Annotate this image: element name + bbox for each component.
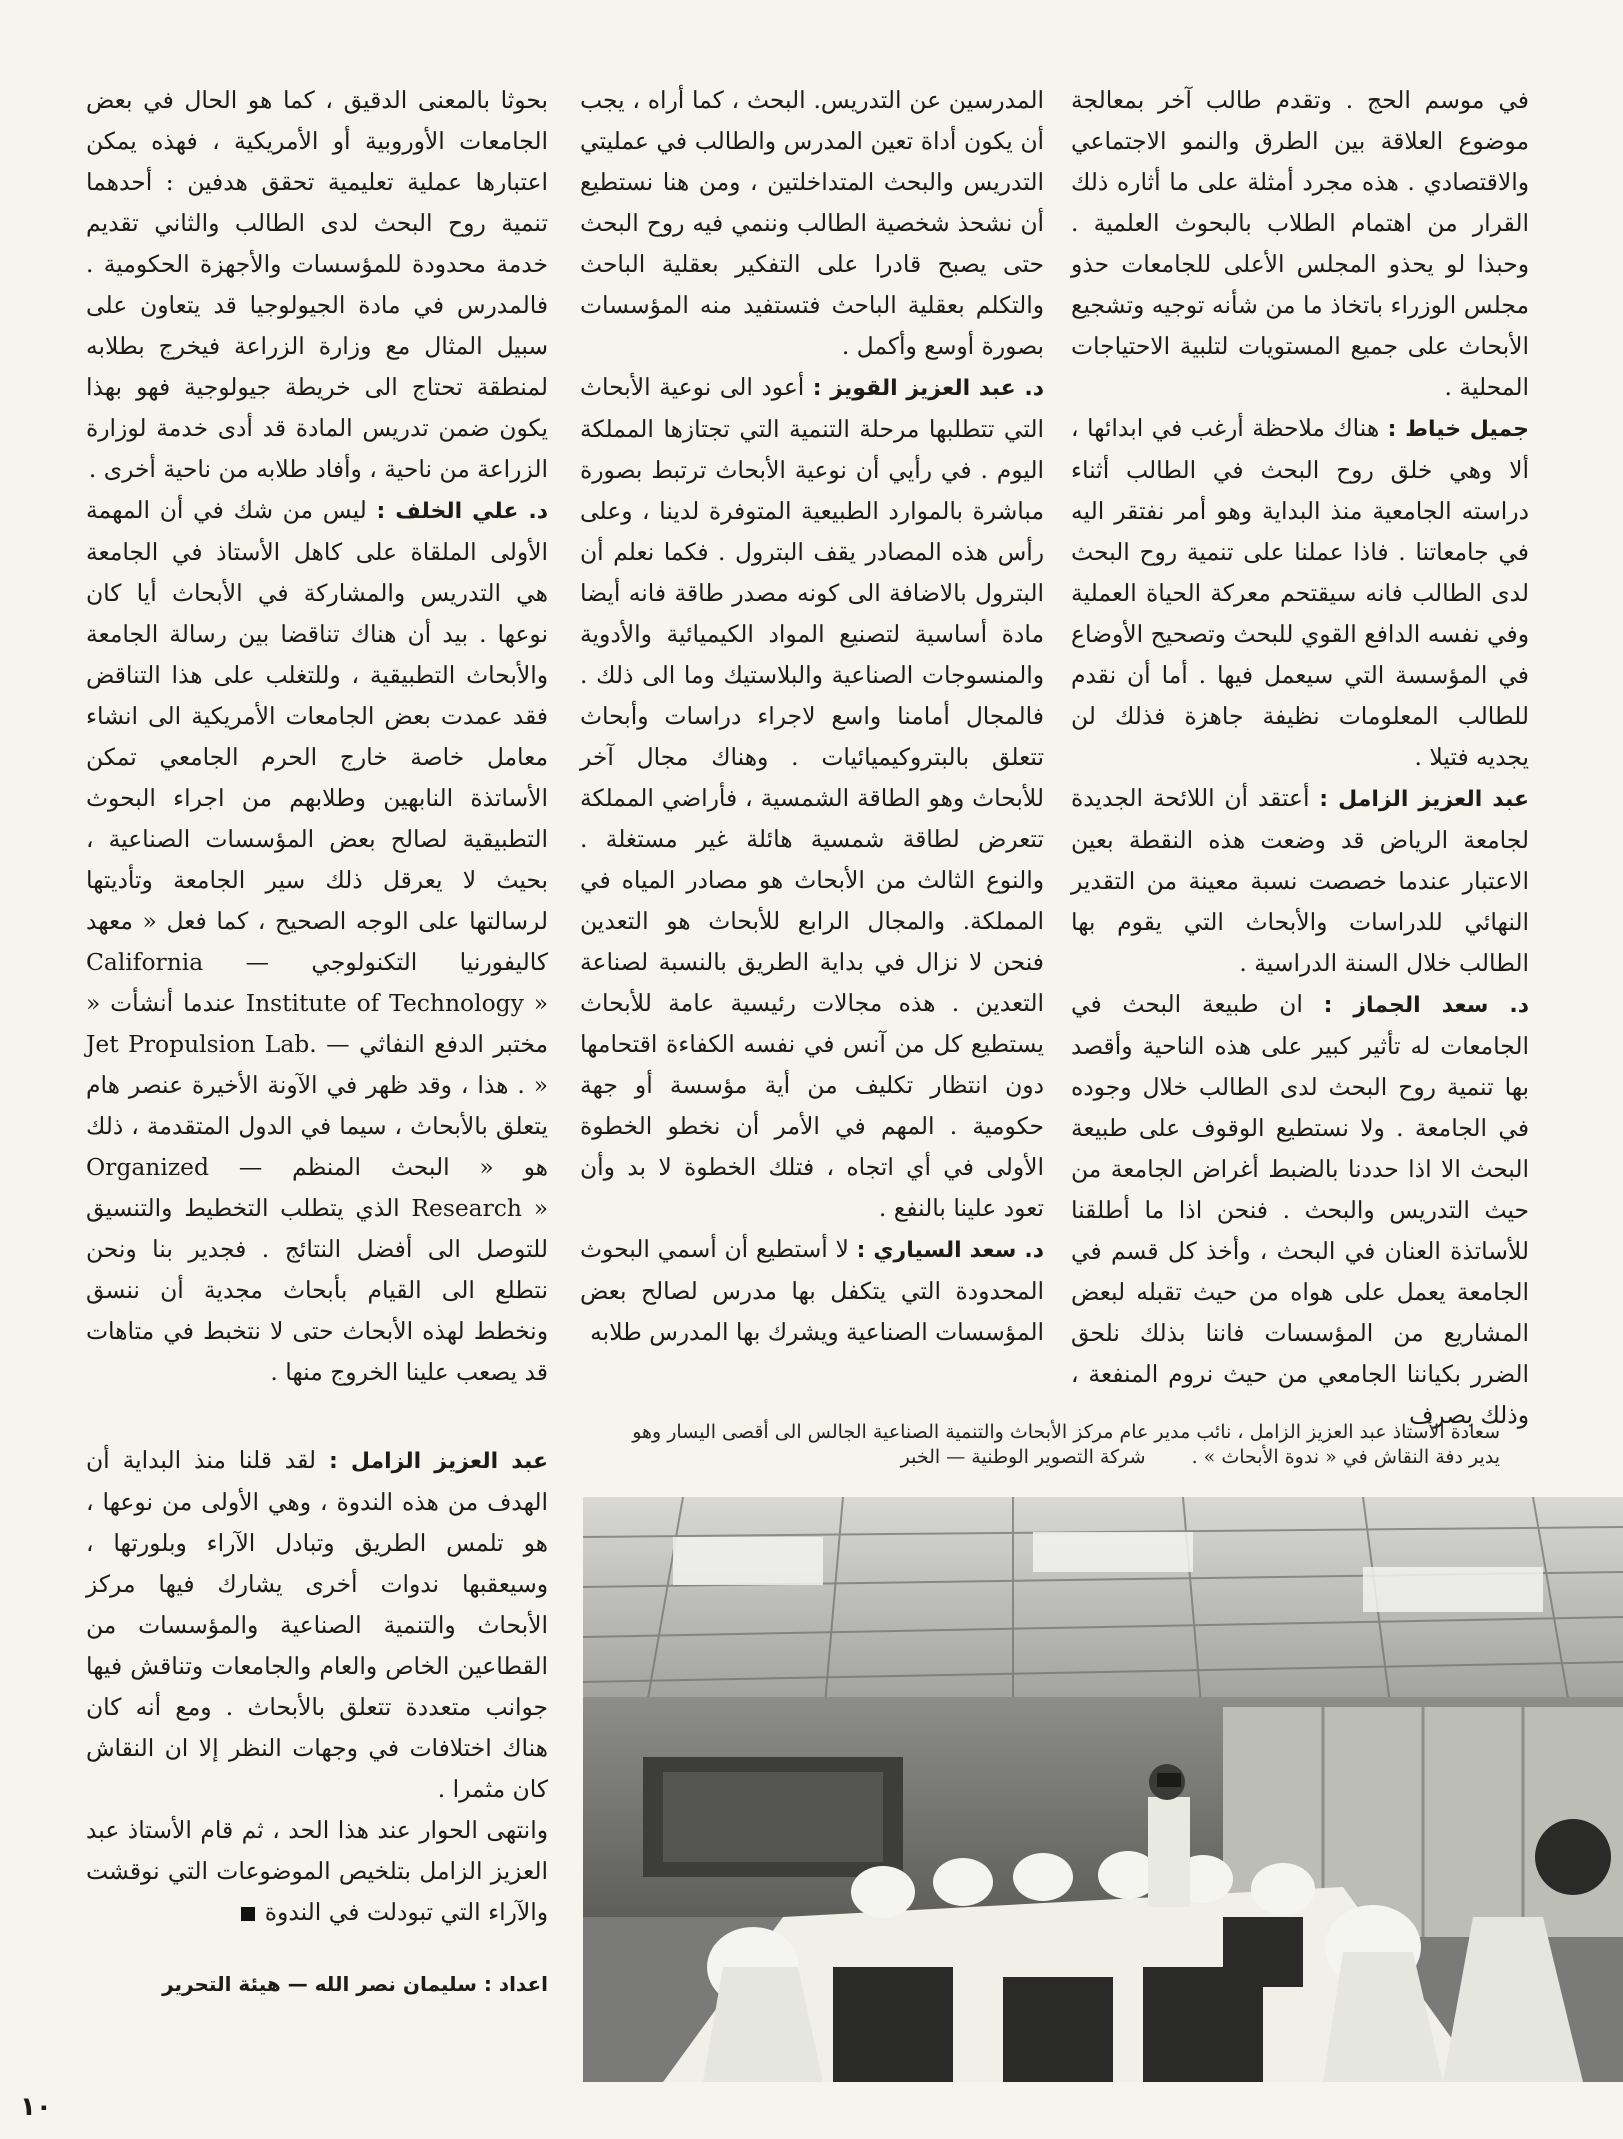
paragraph: في موسم الحج . وتقدم طالب آخر بمعالجة موضوع العلاقة بين الطرق والنمو الاجتماعي والاقتصادي . هذه مجرد أمثلة على ما أثاره ذلك القرار من اهتمام الطلاب بالبحوث العلمية . وحبذا لو يحذو المجلس الأعلى للجامعات حذو مجلس الوزراء باتخاذ ما من شأنه توجيه وتشجيع الأبحاث على جميع المستويات لتلبية الاحتياجات المحلية . (1071, 86, 1529, 401)
photo-credit: شركة التصوير الوطنية — الخبر (900, 1446, 1146, 1468)
english-term: California Institute of Technology » (86, 948, 549, 1017)
article-column-middle (580, 80, 1044, 1353)
paragraph (86, 1810, 548, 1933)
paragraph (1071, 778, 1529, 984)
paragraph (580, 367, 1044, 1229)
end-mark-icon (241, 1907, 255, 1921)
paragraph-text: لقد قلنا منذ البداية أن الهدف من هذه الندوة ، وهي الأولى من نوعها ، هو تلمس الطريق وتبادل الآراء وبلورتها ، وسيعقبها ندوات أخرى يشارك فيها مركز الأبحاث والتنمية الصناعية والمؤسسات من القطاعين الخاص والعام والجامعات وتناقش فيها جوانب متعددة تتعلق بالأبحاث . ومع أنه كان هناك اختلافات في وجهات النظر إلا ان النقاش كان مثمرا . (86, 1446, 548, 1803)
paragraph-text: أعتقد أن اللائحة الجديدة لجامعة الرياض قد وضعت هذه النقطة بعين الاعتبار عندما خصصت نسبة معينة من التقدير النهائي للدراسات والأبحاث التي يقوم بها الطالب خلال السنة الدراسية . (1071, 784, 1529, 977)
paragraph-text: هناك ملاحظة أرغب في ابدائها ، ألا وهي خلق روح البحث في الطالب أثناء دراسته الجامعية منذ البداية وهو أمر نفتقر اليه في جامعاتنا . فاذا عملنا على تنمية روح البحث لدى الطالب فانه سيقتحم معركة الحياة العملية وفي نفسه الدافع القوي للبحث وتصحيح الأوضاع في المؤسسة التي سيعمل فيها . أما أن نقدم للطالب المعلومات نظيفة جاهزة فذلك لن يجديه فتيلا . (1071, 414, 1529, 771)
speaker-name: د. سعد الجماز : (1323, 993, 1529, 1018)
paragraph-text: لا أستطيع أن أسمي البحوث المحدودة التي يتكفل بها مدرس لصالح بعض المؤسسات الصناعية ويشرك بها المدرس طلابه (580, 1235, 1044, 1346)
paragraph (86, 1440, 548, 1810)
article-column-left (86, 80, 548, 1393)
paragraph-text: الذي يتطلب التخطيط والتنسيق للتوصل الى أفضل النتائج . فجدير بنا ونحن نتطلع الى القيام بأبحاث مجدية أن ننسق ونخطط لهذه الأبحاث حتى لا نتخبط في متاهات قد يصعب علينا الخروج منها . (86, 1194, 548, 1386)
english-term: Jet Propulsion Lab. » (86, 1030, 548, 1099)
page-number: ١٠ (20, 2092, 52, 2122)
article-column-left-bottom (86, 1440, 548, 1933)
caption-text: سعادة الأستاذ عبد العزيز الزامل ، نائب مدير عام مركز الأبحاث والتنمية الصناعية الجالس الى أقصى اليسار وهو يدير دفة النقاش في « ندوة الأبحاث » . (632, 1421, 1500, 1468)
speaker-name: جميل خياط : (1387, 417, 1530, 442)
paragraph-text: . هذا ، وقد ظهر في الآونة الأخيرة عنصر هام يتعلق بالأبحاث ، سيما في الدول المتقدمة ، ذلك هو « البحث المنظم — (86, 1071, 548, 1181)
paragraph: بحوثا بالمعنى الدقيق ، كما هو الحال في بعض الجامعات الأوروبية أو الأمريكية ، فهذه يمكن اعتبارها عملية تعليمية تحقق هدفين : أحدهما تنمية روح البحث لدى الطالب والثاني تقديم خدمة محدودة للمؤسسات والأجهزة الحكومية . فالمدرس في مادة الجيولوجيا قد يتعاون على سبيل المثال مع وزارة الزراعة فيخرج بطلابه لمنطقة تحتاج الى خريطة جيولوجية فهو بهذا يكون ضمن تدريس المادة قد أدى خدمة لوزارة الزراعة من ناحية ، وأفاد طلابه من ناحية أخرى . (86, 86, 548, 483)
english-term: Organized Research » (86, 1153, 549, 1222)
speaker-name: د. عبد العزيز القويز : (812, 376, 1044, 401)
paragraph (1071, 408, 1529, 778)
speaker-name: د. سعد السياري : (856, 1238, 1044, 1263)
speaker-name: عبد العزيز الزامل : (328, 1449, 549, 1474)
paragraph (580, 1229, 1044, 1353)
photo-caption (620, 1420, 1500, 1470)
paragraph-text: وانتهى الحوار عند هذا الحد ، ثم قام الأستاذ عبد العزيز الزامل بتلخيص الموضوعات التي نوقشت والآراء التي تبودلت في الندوة (86, 1816, 548, 1926)
speaker-name: د. علي الخلف : (376, 499, 549, 524)
speaker-name: عبد العزيز الزامل : (1319, 787, 1529, 812)
paragraph-text: عندما أنشأت « مختبر الدفع النفاثي — (86, 989, 549, 1058)
paragraph-text: أعود الى نوعية الأبحاث التي تتطلبها مرحلة التنمية التي تجتازها المملكة اليوم . في رأيي أن نوعية الأبحاث ترتبط بصورة مباشرة بالموارد الطبيعية المتوفرة لدينا ، وعلى رأس هذه المصادر يقف البترول . فكما نعلم أن البترول بالاضافة الى كونه مصدر طاقة فانه أيضا مادة أساسية لتصنيع المواد الكيميائية والأدوية والمنسوجات الصناعية والبلاستيك وما الى ذلك . فالمجال أمامنا واسع لاجراء دراسات وأبحاث تتعلق بالبتروكيميائيات . وهناك مجال آخر للأبحاث وهو الطاقة الشمسية ، فأراضي المملكة تتعرض لطاقة شمسية هائلة غير مستغلة . والنوع الثالث من الأبحاث هو مصادر المياه في المملكة. والمجال الرابع للأبحاث هو التعدين فنحن لا نزال في بداية الطريق بالنسبة لصناعة التعدين . هذه مجالات رئيسية عامة للأبحاث يستطيع كل من آنس في نفسه الكفاءة اقتحامها دون انتظار تكليف من أية مؤسسة أو جهة حكومية . المهم في الأمر أن نخطو الخطوة الأولى في أي اتجاه ، فتلك الخطوة لا بد وأن تعود علينا بالنفع . (580, 373, 1044, 1222)
meeting-room-photo (583, 1497, 1623, 2082)
author-credit: اعداد : سليمان نصر الله — هيئة التحرير (162, 1972, 548, 1996)
paragraph: المدرسين عن التدريس. البحث ، كما أراه ، يجب أن يكون أداة تعين المدرس والطالب في عمليتي التدريس والبحث المتداخلتين ، ومن هنا نستطيع أن نشحذ شخصية الطالب وننمي فيه روح البحث حتى يصبح قادرا على التفكير بعقلية الباحث والتكلم بعقلية الباحث فتستفيد منه المؤسسات بصورة أوسع وأكمل . (580, 86, 1044, 360)
paragraph (86, 490, 548, 1393)
paragraph-text: ان طبيعة البحث في الجامعات له تأثير كبير على هذه الناحية وأقصد بها تنمية روح البحث لدى الطالب خلال وجوده في الجامعة . ولا نستطيع الوقوف على طبيعة البحث الا اذا حددنا بالضبط أغراض الجامعة من حيث التدريس والبحث . فنحن اذا ما أطلقنا للأساتذة العنان في البحث ، وأخذ كل قسم في الجامعة يعمل على هواه من حيث تقبله لبعض المشاريع من المؤسسات فاننا بذلك نلحق الضرر بكياننا الجامعي من حيث نروم المنفعة ، وذلك بصرف (1071, 990, 1529, 1429)
article-column-right (1071, 80, 1529, 1436)
photo-illustration (583, 1497, 1623, 2082)
paragraph (1071, 984, 1529, 1436)
paragraph-text: ليس من شك في أن المهمة الأولى الملقاة على كاهل الأستاذ في الجامعة هي التدريس والمشاركة في الأبحاث أيا كان نوعها . بيد أن هناك تناقضا بين رسالة الجامعة والأبحاث التطبيقية ، وللتغلب على هذا التناقض فقد عمدت بعض الجامعات الأمريكية الى انشاء معامل خاصة خارج الحرم الجامعي تمكن الأساتذة النابهين وطلابهم من اجراء البحوث التطبيقية لصالح بعض المؤسسات الصناعية ، بحيث لا يعرقل ذلك سير الجامعة وتأديتها لرسالتها على الوجه الصحيح ، كما فعل « معهد كاليفورنيا التكنولوجي — (86, 496, 548, 976)
